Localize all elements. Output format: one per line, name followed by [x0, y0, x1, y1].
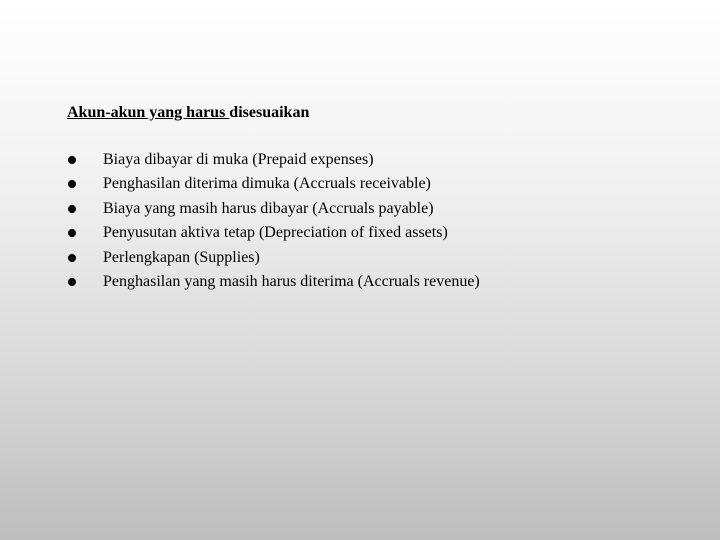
- heading-underlined-text: Akun-akun yang harus: [67, 104, 230, 121]
- bullet-icon: [68, 254, 76, 262]
- heading-rest-text: disesuaikan: [229, 104, 310, 121]
- list-item-text: Biaya dibayar di muka (Prepaid expenses): [103, 151, 374, 168]
- bullet-icon: [68, 229, 76, 237]
- bullet-icon: [68, 278, 76, 286]
- list-item-text: Penghasilan diterima dimuka (Accruals receivable): [103, 175, 431, 193]
- list-item-text: Biaya yang masih harus dibayar (Accruals payable): [103, 199, 434, 217]
- list-item-text: Penyusutan aktiva tetap (Depreciation of fixed assets): [103, 224, 448, 242]
- bullet-icon: [68, 156, 76, 164]
- list-item-text: Perlengkapan (Supplies): [103, 248, 260, 266]
- list-item-text: Penghasilan yang masih harus diterima (Accruals revenue): [103, 272, 480, 290]
- slide-heading: [67, 104, 309, 122]
- bullet-icon: [68, 205, 76, 213]
- bullet-icon: [68, 180, 76, 188]
